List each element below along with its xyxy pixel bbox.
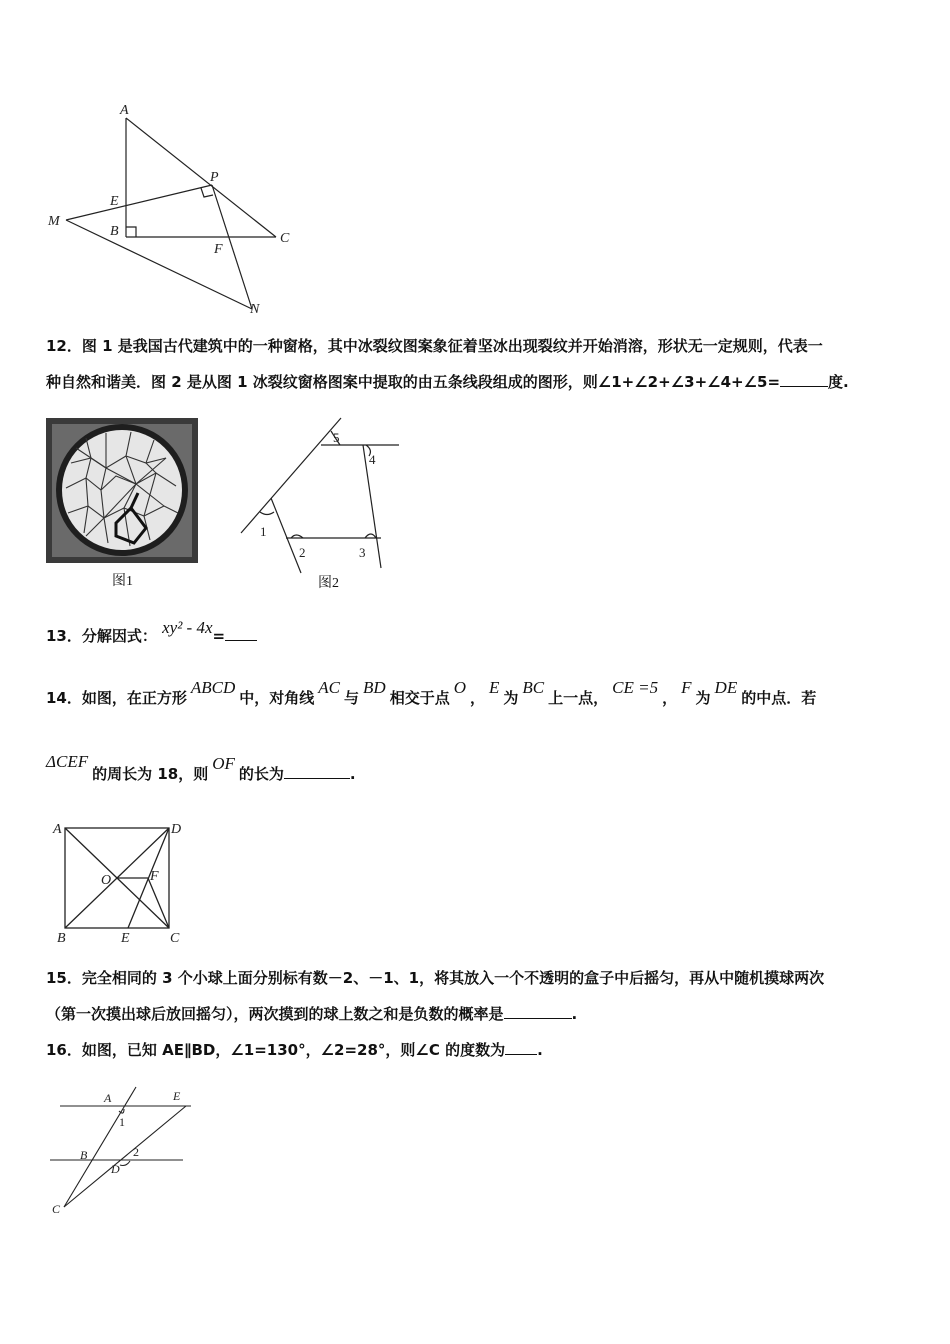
q12-tail: 度. <box>828 373 849 391</box>
fig14-label-d: D <box>171 822 182 837</box>
q14-math-bd: BD <box>363 678 386 697</box>
fig11-label-a: A <box>120 103 129 118</box>
q16-line <box>46 1038 543 1062</box>
q15-line2-text: （第一次摸出球后放回摇匀），两次摸到的球上数之和是负数的概率是 <box>46 1005 504 1023</box>
fig2-angle-3: 3 <box>359 545 366 560</box>
figure-11-triangle <box>40 95 310 320</box>
q12-figure2-segments <box>236 408 406 578</box>
q14-math-of: OF <box>212 754 235 773</box>
figure-16-parallel-lines <box>46 1085 196 1220</box>
q13-expression: xy² - 4x <box>162 618 213 637</box>
q14-text-3: 与 <box>344 689 360 707</box>
q12-angle2: ∠2+ <box>634 373 671 391</box>
q14-text-6: 为 <box>503 689 519 707</box>
fig14-label-e: E <box>121 931 130 945</box>
fig14-label-b: B <box>57 931 66 945</box>
figure-14-square <box>46 815 196 945</box>
q15-line2 <box>46 1002 577 1026</box>
fig16-label-d: D <box>111 1162 120 1176</box>
q14-text-2: 中，对角线 <box>239 689 315 707</box>
q14-math-bc: BC <box>522 678 545 697</box>
q14-text-11: 的周长为 18，则 <box>92 765 209 783</box>
q14-math-ac: AC <box>318 678 341 697</box>
q14-text-8: ， <box>662 689 678 707</box>
fig16-label-a: A <box>104 1091 112 1105</box>
fig2-angle-1: 1 <box>260 524 267 539</box>
q14-math-e: E <box>489 678 500 697</box>
q12-angle5: ∠5= <box>743 373 781 391</box>
fig16-angle-2: 2 <box>133 1145 139 1159</box>
q12-line2 <box>46 370 849 394</box>
q15-tail: . <box>571 1005 578 1023</box>
q15-answer-blank[interactable] <box>504 1004 572 1019</box>
fig11-label-f: F <box>214 242 223 257</box>
fig11-label-e: E <box>110 194 119 209</box>
fig14-label-o: O <box>101 873 112 888</box>
q12-figure1-window <box>46 418 198 563</box>
q16-answer-blank[interactable] <box>505 1040 537 1055</box>
fig14-label-a: A <box>53 822 62 837</box>
q12-angle4: ∠4+ <box>707 373 744 391</box>
q14-answer-blank[interactable] <box>284 764 350 779</box>
fig11-label-c: C <box>280 231 290 246</box>
q14-text-7: 上一点， <box>548 689 609 707</box>
q14-text-5: ， <box>470 689 486 707</box>
q16-tail: . <box>537 1041 543 1059</box>
fig2-angle-5: 5 <box>333 430 340 445</box>
fig16-label-c: C <box>52 1202 61 1216</box>
q14-math-abcd: ABCD <box>190 678 236 697</box>
q14-math-ce: CE =5 <box>612 678 659 697</box>
q13-line <box>46 618 257 648</box>
q13-answer-blank[interactable] <box>225 626 257 641</box>
q14-text-9: 为 <box>695 689 711 707</box>
q14-line2 <box>46 752 356 786</box>
fig14-label-f: F <box>150 869 159 884</box>
q12-figure2-caption: 图2 <box>318 576 339 591</box>
q12-figure1-caption: 图1 <box>112 574 133 589</box>
fig16-angle-1: 1 <box>119 1115 125 1129</box>
q12-line1: 12．图 1 是我国古代建筑中的一种窗格，其中冰裂纹图案象征着坚冰出现裂纹并开始消溶，形状无一定规则，代表一 <box>46 337 823 355</box>
fig2-angle-2: 2 <box>299 545 306 560</box>
q14-tail: . <box>349 765 356 783</box>
fig11-label-p: P <box>210 170 219 185</box>
fig11-label-n: N <box>250 302 260 317</box>
q14-math-de: DE <box>714 678 738 697</box>
q14-math-o: O <box>453 678 466 697</box>
q13-equals: = <box>212 627 226 645</box>
q14-line1 <box>46 678 817 710</box>
fig16-label-e: E <box>173 1089 181 1103</box>
q14-text-12: 的长为 <box>238 765 284 783</box>
q14-text-10: 的中点．若 <box>741 689 817 707</box>
q14-math-cef: ΔCEF <box>46 752 89 771</box>
fig11-label-b: B <box>110 224 119 239</box>
fig14-label-c: C <box>170 931 180 945</box>
q13-prefix: 13．分解因式： <box>46 627 157 645</box>
q15-line1: 15．完全相同的 3 个小球上面分别标有数－2、－1、1，将其放入一个不透明的盒子中后摇匀，再从中随机摸球两次 <box>46 969 825 987</box>
q14-text-1: 14．如图，在正方形 <box>46 689 187 707</box>
fig2-angle-4: 4 <box>369 452 376 467</box>
q12-angle3: ∠3+ <box>670 373 708 391</box>
q14-math-f: F <box>681 678 692 697</box>
fig11-label-m: M <box>48 214 60 229</box>
q14-text-4: 相交于点 <box>389 689 450 707</box>
fig16-label-b: B <box>80 1148 88 1162</box>
q12-answer-blank[interactable] <box>780 372 828 387</box>
q16-text: 16．如图，已知 AE∥BD，∠1=130°，∠2=28°，则∠C 的度数为 <box>46 1041 506 1059</box>
q12-line2-text: 种自然和谐美．图 2 是从图 1 冰裂纹窗格图案中提取的由五条线段组成的图形，则∠1+ <box>46 373 635 391</box>
